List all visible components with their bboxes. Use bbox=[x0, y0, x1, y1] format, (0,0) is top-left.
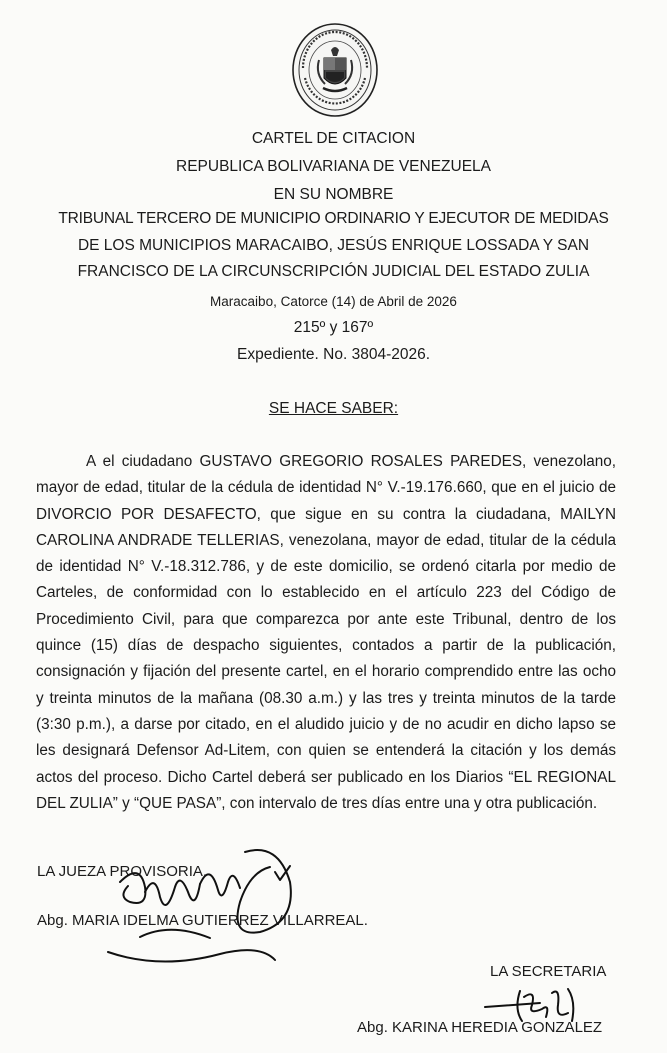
jueza-name: Abg. MARIA IDELMA GUTIERREZ VILLARREAL. bbox=[37, 912, 368, 929]
jueza-signature bbox=[100, 842, 315, 972]
tribunal-line-2: DE LOS MUNICIPIOS MARACAIBO, JESÚS ENRIQUE LOSSADA Y SAN bbox=[77, 237, 590, 254]
republic-line: REPUBLICA BOLIVARIANA DE VENEZUELA bbox=[176, 158, 491, 175]
se-hace-saber-heading: SE HACE SABER: bbox=[268, 400, 399, 417]
years-line: 215º y 167º bbox=[293, 319, 374, 336]
tribunal-line-3: FRANCISCO DE LA CIRCUNSCRIPCIÓN JUDICIAL DEL ESTADO ZULIA bbox=[77, 263, 590, 280]
notice-paragraph: A el ciudadano GUSTAVO GREGORIO ROSALES PAREDES, venezolano, mayor de edad, titular de la cédula de identidad N° V.-19.176.660, que en el juicio de DIVORCIO POR DESAFECTO, que sigue en su contra la ciudadana, MAILYN CAROLINA ANDRADE TELLERIAS, venezolana, mayor de edad, titular de la cédula de identidad N° V.-18.312.786, y de este domicilio, se ordenó citarla por medio de Carteles, de conformidad con lo establecido en el artículo 223 del Código de Procedimiento Civil, para que comparezca por ante este Tribunal, dentro de los quince (15) días de despacho siguientes, contados a partir de la publicación, consignación y fijación del presente cartel, en el horario comprendido entre las ocho y treinta minutos de la mañana (08.30 a.m.) y las tres y treinta minutos de la tarde (3:30 p.m.), a darse por citado, en el aludido juicio y de no acudir en dicho lapso se les designará Defensor Ad-Litem, con quien se entenderá la citación y los demás actos del proceso. Dicho Cartel deberá ser publicado en los Diarios “EL REGIONAL DEL ZULIA” y “QUE PASA”, con intervalo de tres días entre una y otra publicación. bbox=[36, 453, 616, 812]
expediente-line: Expediente. No. 3804-2026. bbox=[236, 346, 431, 363]
secretaria-signature bbox=[480, 985, 600, 1035]
secretaria-name: Abg. KARINA HEREDIA GONZALEZ bbox=[357, 1019, 603, 1036]
notice-title: CARTEL DE CITACION bbox=[251, 130, 416, 147]
date-line: Maracaibo, Catorce (14) de Abril de 2026 bbox=[210, 294, 457, 309]
en-su-nombre-line: EN SU NOMBRE bbox=[273, 186, 394, 203]
secretaria-title: LA SECRETARIA bbox=[490, 963, 607, 980]
notice-body bbox=[36, 449, 616, 817]
jueza-title: LA JUEZA PROVISORIA. bbox=[37, 863, 208, 880]
official-seal bbox=[291, 22, 379, 118]
tribunal-line-1: TRIBUNAL TERCERO DE MUNICIPIO ORDINARIO Y EJECUTOR DE MEDIDAS bbox=[58, 210, 609, 227]
